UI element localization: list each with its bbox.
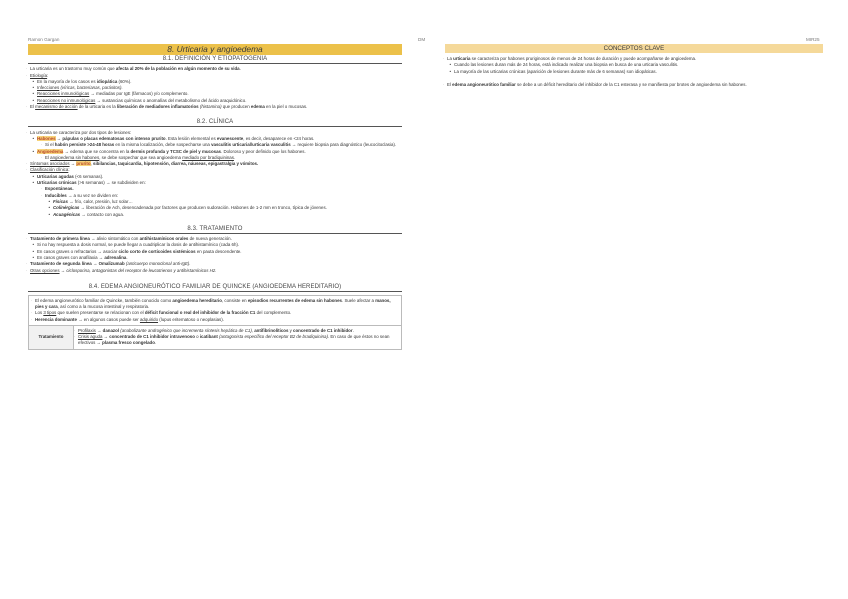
treatment-line: · Tratamiento de segunda línea → Omalizumab (anticuerpo monoclonal anti-IgE). [28, 261, 402, 267]
key-concepts-title: CONCEPTOS CLAVE [445, 44, 823, 53]
left-column [28, 44, 402, 350]
section-heading-treatment: 8.3. TRATAMIENTO [28, 226, 402, 234]
hereditary-line: · Los 3 tipos que suelen presentarse se relacionan con el déficit funcional o real del inhibidor de la fracción C1 del complemento. [33, 310, 397, 316]
etiology-item: • Reacciones inmunológicas → mediadas por IgE (fármacos) y/o complemento. [28, 91, 402, 97]
section-treatment [28, 236, 402, 274]
key-concepts [445, 56, 823, 88]
section-clinic [28, 130, 402, 218]
treatment-subitem: • En casos graves con anafilaxia → adrenalina. [28, 255, 402, 261]
treatment-label: Tratamiento [29, 326, 74, 349]
classification-subitem: · Espontáneas. [28, 186, 402, 192]
classification-item: • Urticarias agudas (<6 semanas). [28, 174, 402, 180]
treatment-item: · Profilaxis → danazol (anabolizante androgénico que incrementa síntesis hepática de C1), antifibrinolíticos y concentrado de C1 inhibidor. [76, 328, 398, 334]
classification-item: • Urticarias crónicas (>6 semanas) → se subdividen en: [28, 180, 402, 186]
treatment-subitem: • En casos graves o refractarios → asociar ciclo corto de corticoides sistémicos en pauta descendente. [28, 249, 402, 255]
hereditary-description [29, 296, 401, 326]
clinic-item-angioedema: • Angioedema → edema que se concentra en la dermis profunda y TCSC de piel y mucosas. Doloroso y peor definido que los habones. [28, 149, 402, 155]
key-concept: · La urticaria se caracteriza por habones pruriginosos de menos de 24 horas de duración y puede acompañarse de angioedema. [445, 56, 823, 62]
section-definition [28, 66, 402, 110]
classification-subitem: · Inducibles → a su vez se dividen en: [28, 193, 402, 199]
section-heading-clinic: 8.2. CLÍNICA [28, 119, 402, 127]
clinic-item-habones: • Habones → pápulas o placas edematosas con intenso prurito. Esta lesión elemental es evanescente, es decir, desaparece en <24 horas. [28, 136, 402, 142]
treatment-line: · Otras opciones → ciclosporina, antagonistas del receptor de leucotrienos y antihistamínicos H2. [28, 268, 402, 274]
key-concept-subitem: • Cuando las lesiones duran más de 24 horas, está indicado realizar una biopsia en busca de una urticaria vasculitis. [445, 62, 823, 68]
inducible-item: • Acuagénicas → contacto con agua. [28, 212, 402, 218]
key-concept: · El edema angioneurótico familiar se debe a un déficit hereditario del inhibidor de la C1 esterasa y se manifiesta por brotes de angioedema sin habones. [445, 82, 823, 88]
etiology-item: • En la mayoría de los casos es idiopática (60%). [28, 79, 402, 85]
hereditary-line: · El edema angioneurótico familiar de Quincke, también conocido como angioedema hereditario, consiste en episodios recurrentes de edema sin habones. Suele afectar a manos, pies y cara, así como a la mucosa intestinal y respiratoria. [33, 298, 397, 311]
header-code: MIR25 [806, 37, 820, 42]
section-heading-hereditary: 8.4. EDEMA ANGIONEURÓTICO FAMILIAR DE QUINCKE (ANGIOEDEMA HEREDITARIO) [28, 284, 402, 292]
associated-symptoms: · Síntomas asociados → prurito, sibilancias, taquicardia, hipotensión, diarrea, náuseas, epigastralgia y vómitos. [28, 161, 402, 167]
hereditary-angioedema-table [28, 295, 402, 350]
clinic-subitem: · Si el habón persiste >24-48 horas en la misma localización, debe sospecharse una vasculitis urticarial/urticaria vasculitis → requiere biopsia para diagnóstico (leucocitoclasia). [28, 142, 402, 148]
hereditary-line: · Herencia dominante → en algunos casos puede ser adquirido (lupus eritematoso o neoplasias). [33, 317, 397, 323]
header-author: Ramon Gargan [28, 37, 60, 42]
etiology-item: • Infecciones (víricas, bacterianas, parásitos). [28, 85, 402, 91]
classification-label: · Clasificación clínica: [28, 167, 402, 173]
inducible-item: • Colinérgicas → liberación de Ach, desencadenada por factores que producen sudoración. Habones de 1-2 mm en tronco, típica de jóvenes. [28, 205, 402, 211]
treatment-subitem: • Si no hay respuesta a dosis normal, se puede llegar a cuadriplicar la dosis de antihistamínico (cada 6h). [28, 242, 402, 248]
treatment-content [74, 326, 401, 349]
header-subject: DM [418, 37, 426, 42]
inducible-item: • Físicas → frío, calor, presión, luz solar… [28, 199, 402, 205]
section-heading-definition: 8.1. DEFINICIÓN Y ETIOPATOGENIA [28, 56, 402, 64]
hereditary-treatment-row [29, 326, 401, 349]
key-concept-subitem: • La mayoría de las urticarias crónicas (aparición de lesiones durante más de 6 semanas) son idiopáticas. [445, 69, 823, 75]
etiology-item: • Reacciones no inmunológicas → sustancias químicas o anomalías del metabolismo del ácido araquidónico. [28, 98, 402, 104]
clinic-intro: · La urticaria se caracteriza por dos tipos de lesiones: [28, 130, 402, 136]
chapter-title: 8. Urticaria y angioedema [28, 44, 402, 55]
definition-line: · La urticaria es un trastorno muy común que afecta al 20% de la población en algún momento de su vida. [28, 66, 402, 72]
treatment-line: · Tratamiento de primera línea → alivio sintomático con antihistamínicos orales de nueva generación. [28, 236, 402, 242]
etiology-label: · Etiología: [28, 73, 402, 79]
mechanism-line: · El mecanismo de acción de la urticaria es la liberación de mediadores inflamatorios (histamina) que producen edema en la piel o mucosas. [28, 104, 402, 110]
right-column [445, 44, 823, 88]
clinic-subitem: · El angioedema sin habones, se debe sospechar que sea angioedema mediado por bradiquininas. [28, 155, 402, 161]
treatment-item: · Crisis aguda → concentrado de C1 inhibidor intravenoso o icatibant (antagonista específico del receptor B2 de bradiquinina). En caso de que éstos no sean efectivos → plasma fresco congelado. [76, 334, 398, 347]
